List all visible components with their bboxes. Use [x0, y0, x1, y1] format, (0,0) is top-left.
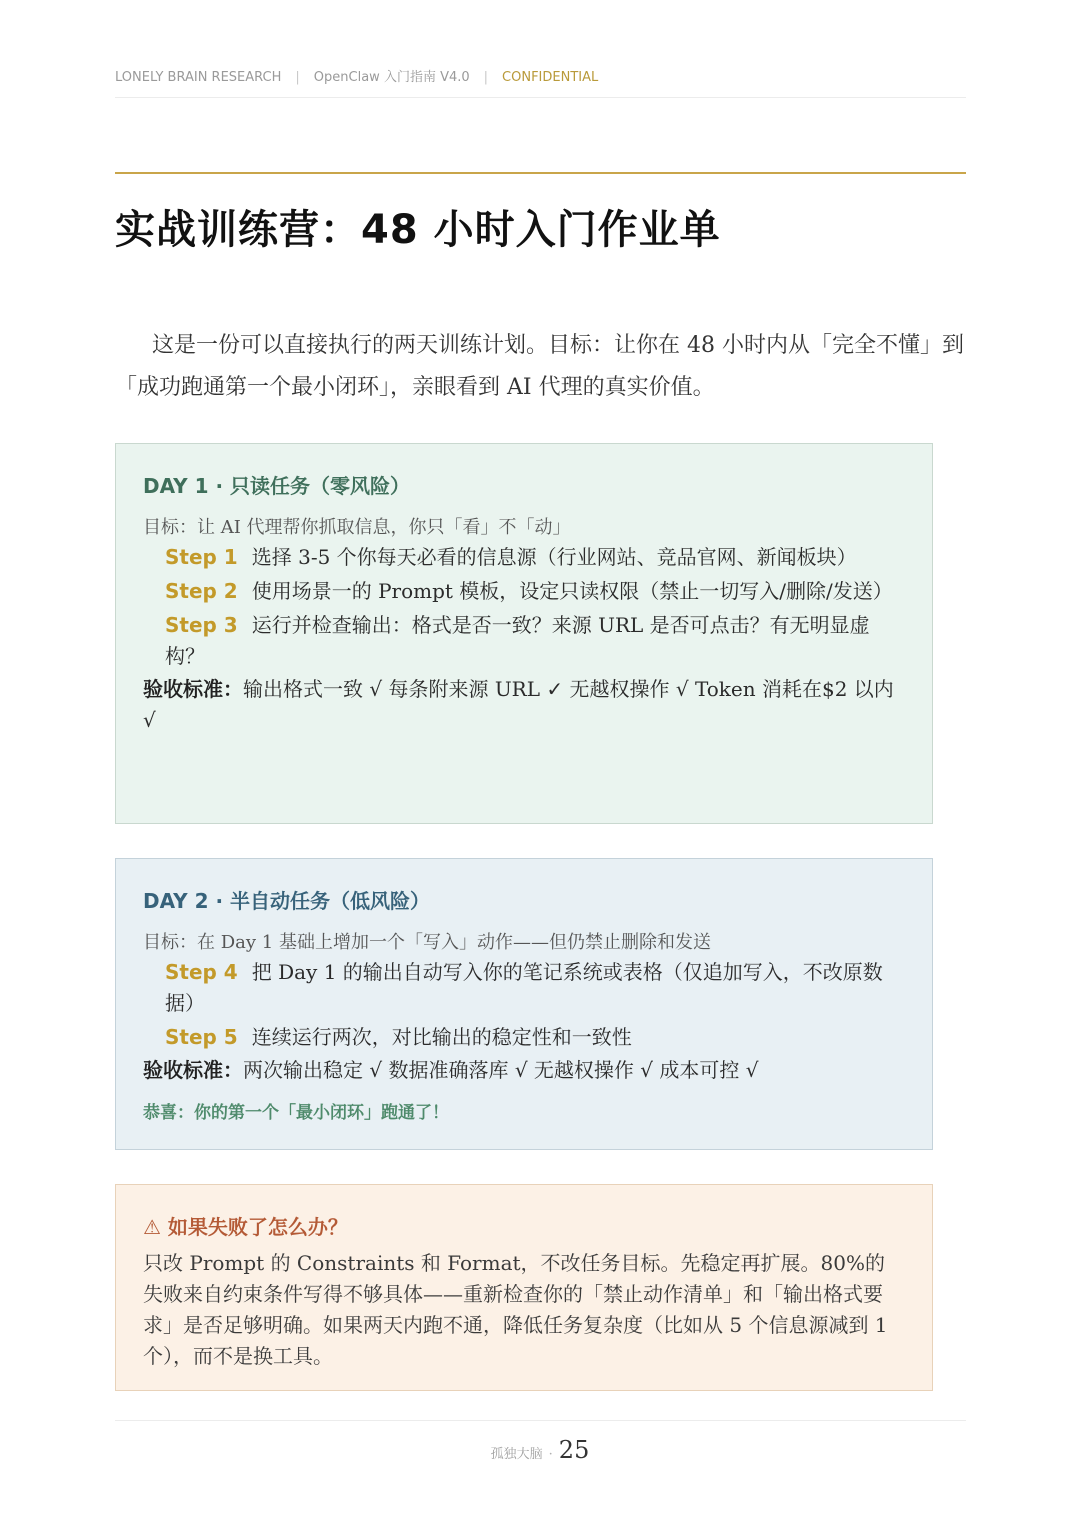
page-footer: [0, 1436, 1080, 1464]
step-item: [165, 542, 906, 573]
congrats-message: 恭喜：你的第一个「最小闭环」跑通了！: [143, 1103, 449, 1123]
step-label: Step 4: [165, 960, 238, 984]
step-text: 选择 3-5 个你每天必看的信息源（行业网站、竞品官网、新闻板块）: [251, 545, 857, 569]
failure-tip-title: ⚠ 如果失败了怎么办？: [143, 1215, 348, 1239]
failure-tip-card: [115, 1184, 933, 1391]
day2-title: DAY 2 · 半自动任务（低风险）: [143, 889, 431, 913]
title-rule: [115, 172, 966, 174]
acceptance-label: 验收标准：: [143, 677, 243, 701]
running-header: [115, 66, 965, 85]
step-text: 使用场景一的 Prompt 模板，设定只读权限（禁止一切写入/删除/发送）: [251, 579, 893, 603]
step-item: [165, 1022, 906, 1053]
day2-goal: 目标：在 Day 1 基础上增加一个「写入」动作——但仍禁止删除和发送: [143, 932, 711, 953]
footer-divider: [115, 1420, 966, 1421]
footer-dot: ·: [548, 1447, 553, 1462]
day1-title: DAY 1 · 只读任务（零风险）: [143, 474, 411, 498]
acceptance-label: 验收标准：: [143, 1058, 243, 1082]
header-confidential-label: CONFIDENTIAL: [502, 70, 599, 85]
header-brand: LONELY BRAIN RESEARCH: [115, 70, 282, 85]
step-label: Step 3: [165, 613, 238, 637]
step-text: 连续运行两次，对比输出的稳定性和一致性: [251, 1025, 632, 1049]
step-item: [165, 610, 906, 672]
header-doc-title: OpenClaw 入门指南 V4.0: [313, 70, 470, 85]
page-title: 实战训练营：48 小时入门作业单: [115, 207, 721, 253]
day1-card: [115, 443, 933, 824]
acceptance-text: 输出格式一致 √ 每条附来源 URL ✓ 无越权操作 √ Token 消耗在$2 以内 √: [143, 677, 894, 732]
step-item: [165, 957, 906, 1019]
header-divider: [115, 97, 966, 98]
step-text: 运行并检查输出：格式是否一致？来源 URL 是否可点击？有无明显虚构？: [165, 613, 870, 668]
day2-acceptance: [143, 1055, 906, 1086]
intro-paragraph: 这是一份可以直接执行的两天训练计划。目标：让你在 48 小时内从「完全不懂」到「成功跑通第一个最小闭环」，亲眼看到 AI 代理的真实价值。: [115, 333, 964, 400]
footer-brand: 孤独大脑: [490, 1447, 543, 1462]
page-number: 25: [558, 1436, 590, 1464]
step-label: Step 1: [165, 545, 238, 569]
step-label: Step 5: [165, 1025, 238, 1049]
step-text: 把 Day 1 的输出自动写入你的笔记系统或表格（仅追加写入，不改原数据）: [165, 960, 883, 1015]
day2-card: [115, 858, 933, 1150]
step-label: Step 2: [165, 579, 238, 603]
header-separator: |: [295, 70, 300, 85]
day1-acceptance: [143, 674, 906, 736]
day1-goal: 目标：让 AI 代理帮你抓取信息，你只「看」不「动」: [143, 517, 571, 538]
failure-tip-body: 只改 Prompt 的 Constraints 和 Format，不改任务目标。先稳定再扩展。80%的失败来自约束条件写得不够具体——重新检查你的「禁止动作清单」和「输出格式要求」是否足够明确。如果两天内跑不通，降低任务复杂度（比如从 5 个信息源减到 1 个），而不是换工具。: [143, 1251, 888, 1368]
step-item: [165, 576, 906, 607]
acceptance-text: 两次输出稳定 √ 数据准确落库 √ 无越权操作 √ 成本可控 √: [243, 1058, 759, 1082]
header-separator: |: [483, 70, 489, 85]
